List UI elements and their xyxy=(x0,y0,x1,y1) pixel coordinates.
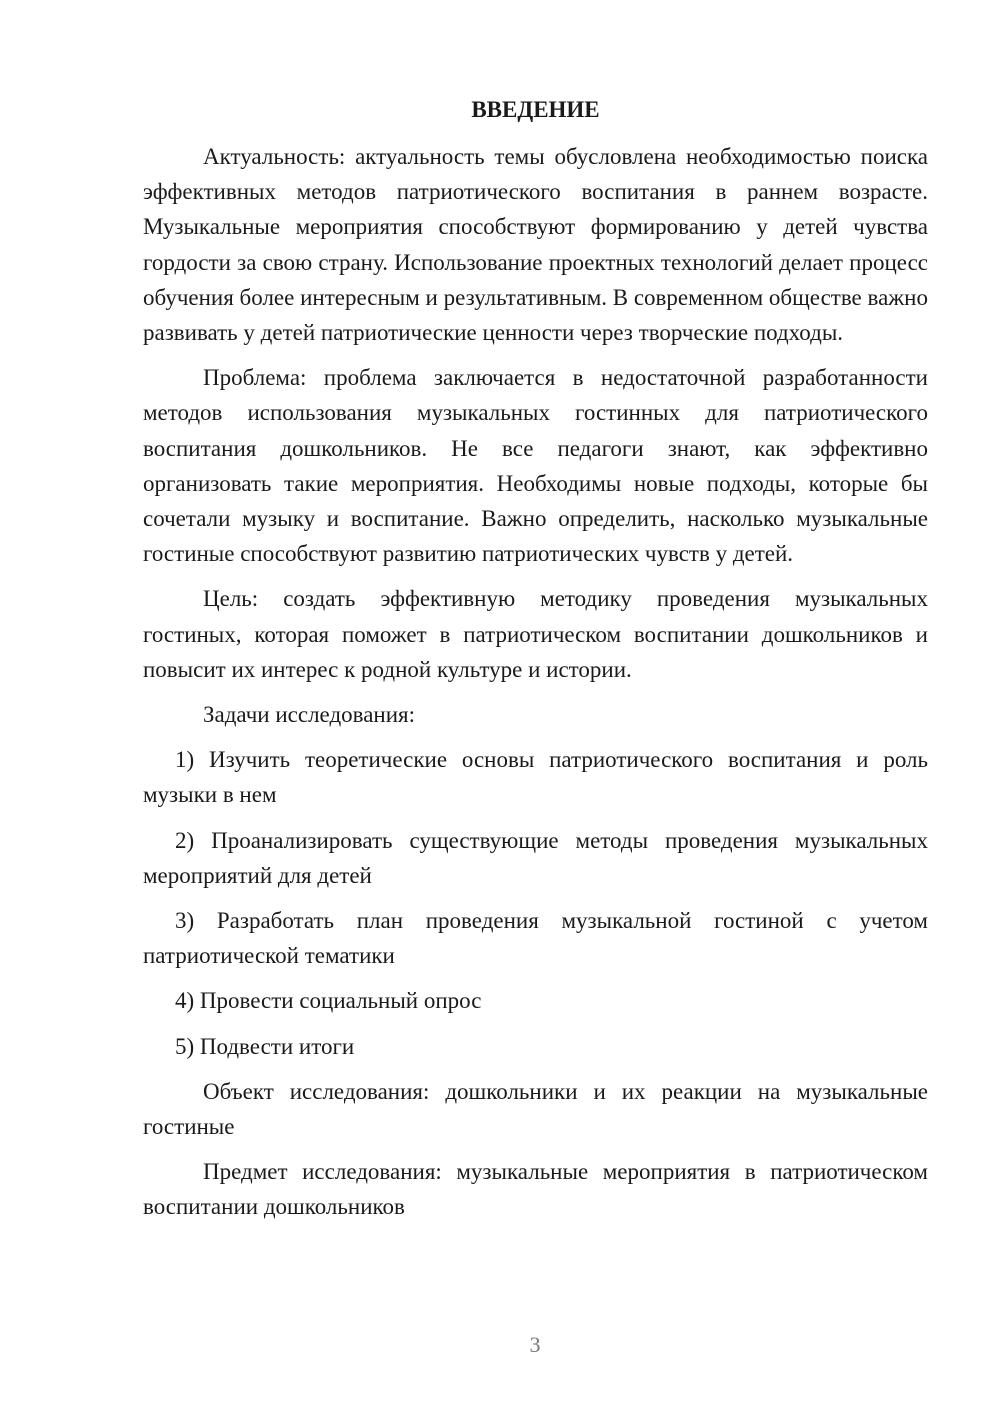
subject-paragraph: Предмет исследования: музыкальные мероприятия в патриотическом воспитании дошкольников xyxy=(143,1159,928,1220)
object-paragraph: Объект исследования: дошкольники и их реакции на музыкальные гостиные xyxy=(143,1078,928,1140)
task-item: 3) Разработать план проведения музыкальной гостиной с учетом патриотической тематики xyxy=(143,908,928,969)
tasks-list xyxy=(143,742,928,1064)
page-content xyxy=(143,95,928,1235)
problem-paragraph: Проблема: проблема заключается в недостаточной разработанности методов использования музыкальных гостинных для патриотического воспитания дошкольников. Не все педагоги знают, как эффективно организовать такие мероприятия. Необходимы новые подходы, которые бы сочетали музыку и воспитание. Важно определить, насколько музыкальные гостиные способствуют развитию патриотических чувств у детей. xyxy=(143,365,928,567)
task-item: 4) Провести социальный опрос xyxy=(175,988,482,1014)
task-item: 5) Подвести итоги xyxy=(175,1033,355,1059)
goal-paragraph: Цель: создать эффективную методику проведения музыкальных гостиных, которая поможет в патриотическом воспитании дошкольников и повысит их интерес к родной культуре и истории. xyxy=(143,586,928,682)
section-title: ВВЕДЕНИЕ xyxy=(471,97,600,122)
task-item: 1) Изучить теоретические основы патриотического воспитания и роль музыки в нем xyxy=(143,747,928,808)
page-number: 3 xyxy=(529,1332,541,1357)
tasks-heading: Задачи исследования: xyxy=(203,702,416,728)
relevance-paragraph: Актуальность: актуальность темы обусловлена необходимостью поиска эффективных методов патриотического воспитания в раннем возрасте. Музыкальные мероприятия способствуют формированию у детей чувства гордости за свою страну. Использование проектных технологий делает процесс обучения более интересным и результативным. В современном обществе важно развивать у детей патриотические ценности через творческие подходы. xyxy=(143,144,928,346)
task-item: 2) Проанализировать существующие методы проведения музыкальных мероприятий для детей xyxy=(143,827,928,888)
